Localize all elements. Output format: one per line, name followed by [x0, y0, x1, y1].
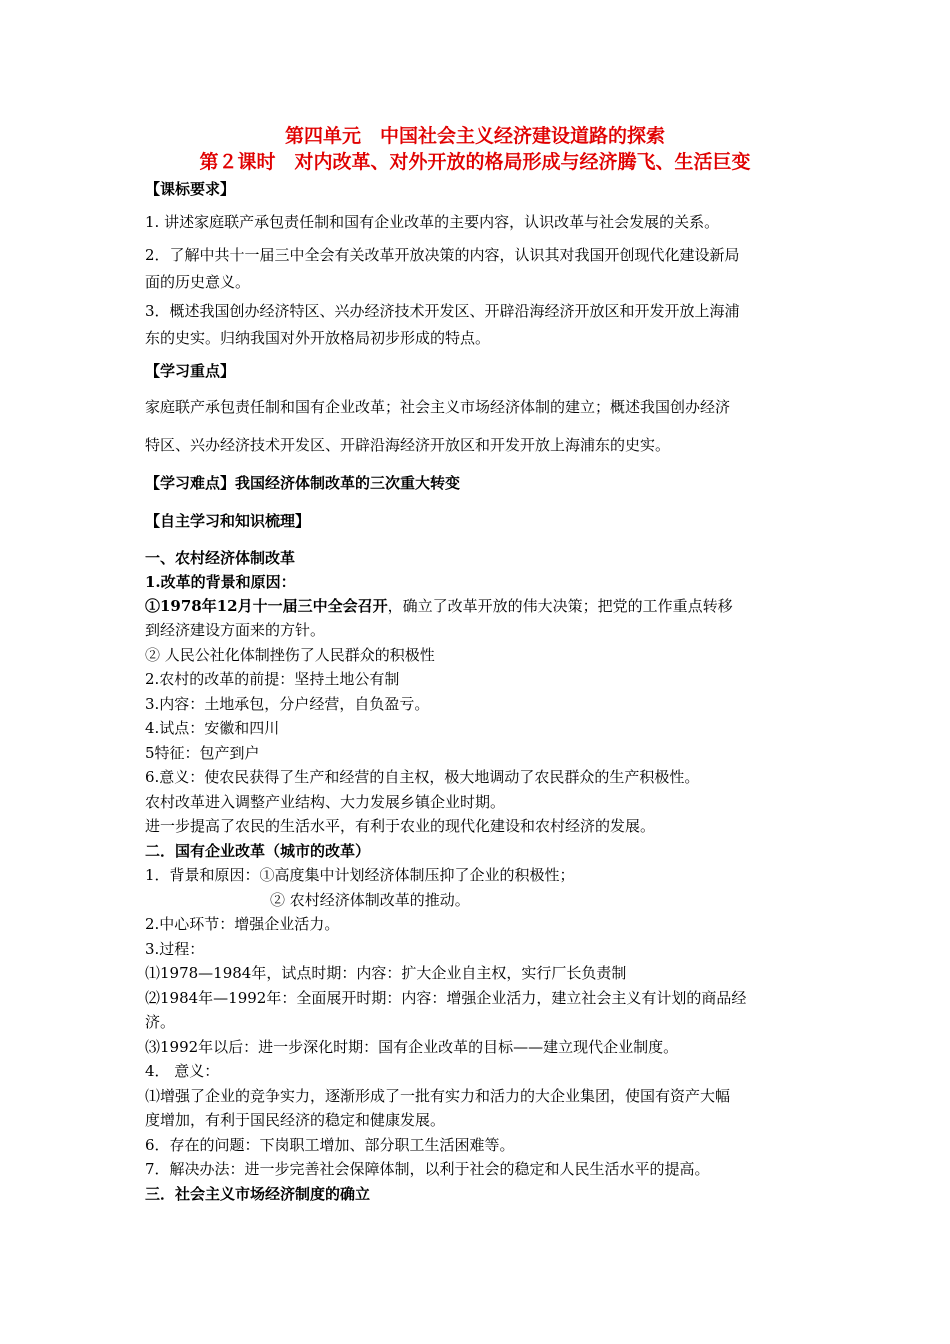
paragraph-line: 2.中心环节：增强企业活力。 — [145, 915, 340, 933]
paragraph-line: 1. 讲述家庭联产承包责任制和国有企业改革的主要内容，认识改革与社会发展的关系。 — [145, 213, 720, 231]
section-heading: 【自主学习和知识梳理】 — [145, 512, 311, 530]
paragraph-line: ⑴增强了企业的竞争实力，逐渐形成了一批有实力和活力的大企业集团，使国有资产大幅 — [145, 1087, 731, 1105]
unit-title: 第四单元 中国社会主义经济建设道路的探索 — [284, 125, 665, 147]
section-heading: 【学习难点】我国经济体制改革的三次重大转变 — [145, 474, 461, 492]
section-heading: 一、农村经济体制改革 — [145, 549, 296, 567]
paragraph-line: ⑵1984年—1992年：全面展开时期：内容：增强企业活力，建立社会主义有计划的商品经 — [145, 989, 747, 1007]
paragraph-line: 3.内容：土地承包，分户经营，自负盈亏。 — [145, 695, 430, 713]
section-heading: 二．国有企业改革（城市的改革） — [145, 842, 371, 860]
paragraph-line: ⑴1978—1984年，试点时期：内容：扩大企业自主权，实行厂长负责制 — [145, 964, 627, 982]
paragraph-line: 2．了解中共十一届三中全会有关改革开放决策的内容，认识其对我国开创现代化建设新局 — [145, 246, 740, 264]
paragraph-line: ② 农村经济体制改革的推动。 — [270, 891, 470, 909]
paragraph-line: 到经济建设方面来的方针。 — [145, 621, 326, 639]
section-heading: 【学习重点】 — [145, 362, 236, 380]
paragraph-line: ⑶1992年以后：进一步深化时期：国有企业改革的目标——建立现代企业制度。 — [145, 1038, 679, 1056]
paragraph-line: 7．解决办法：进一步完善社会保障体制，以利于社会的稳定和人民生活水平的提高。 — [145, 1160, 710, 1178]
paragraph-line: 农村改革进入调整产业结构、大力发展乡镇企业时期。 — [145, 793, 506, 811]
paragraph-line: 5特征：包产到户 — [145, 744, 260, 762]
paragraph-line: 东的史实。归纳我国对外开放格局初步形成的特点。 — [145, 329, 491, 347]
paragraph-line: 济。 — [145, 1013, 176, 1031]
subsection-heading: 1.改革的背景和原因： — [145, 573, 296, 591]
paragraph-line: 3．概述我国创办经济特区、兴办经济技术开发区、开辟沿海经济开放区和开发开放上海浦 — [145, 302, 740, 320]
paragraph-line: 特区、兴办经济技术开发区、开辟沿海经济开放区和开发开放上海浦东的史实。 — [145, 436, 671, 454]
section-heading: 三．社会主义市场经济制度的确立 — [145, 1185, 371, 1203]
paragraph-line: 家庭联产承包责任制和国有企业改革；社会主义市场经济体制的建立；概述我国创办经济 — [145, 398, 731, 416]
lesson-title: 第２课时 对内改革、对外开放的格局形成与经济腾飞、生活巨变 — [199, 151, 751, 173]
paragraph-line — [145, 596, 733, 616]
paragraph-line: 6．存在的问题：下岗职工增加、部分职工生活困难等。 — [145, 1136, 515, 1154]
paragraph-line: 进一步提高了农民的生活水平，有利于农业的现代化建设和农村经济的发展。 — [145, 817, 656, 835]
paragraph-text: ，确立了改革开放的伟大决策；把党的工作重点转移 — [387, 597, 733, 615]
paragraph-line: 度增加，有利于国民经济的稳定和健康发展。 — [145, 1111, 446, 1129]
paragraph-line: 4． 意义： — [145, 1062, 220, 1080]
paragraph-line: 3.过程： — [145, 940, 205, 958]
paragraph-line: ② 人民公社化体制挫伤了人民群众的积极性 — [145, 646, 435, 664]
paragraph-line: 面的历史意义。 — [145, 273, 251, 291]
section-heading: 【课标要求】 — [145, 180, 236, 198]
paragraph-line: 2.农村的改革的前提：坚持土地公有制 — [145, 670, 400, 688]
paragraph-line: 4.试点：安徽和四川 — [145, 719, 280, 737]
highlighted-text: ①1978年12月十一届三中全会召开 — [145, 597, 388, 615]
paragraph-line: 1．背景和原因：①高度集中计划经济体制压抑了企业的积极性； — [145, 866, 575, 884]
paragraph-line: 6.意义：使农民获得了生产和经营的自主权，极大地调动了农民群众的生产积极性。 — [145, 768, 700, 786]
